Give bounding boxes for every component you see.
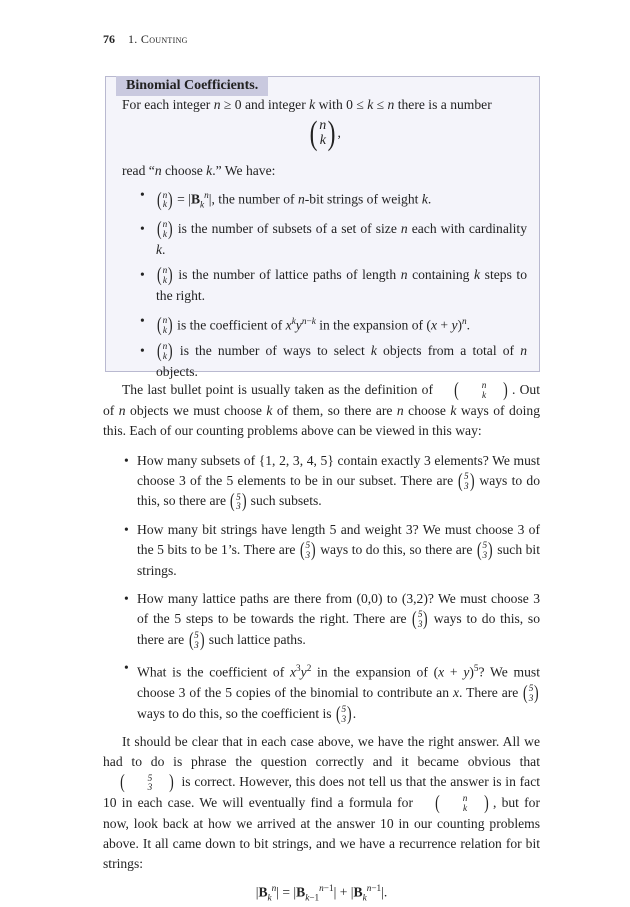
box-intro: For each integer n ≥ 0 and integer k with 0 ≤ k ≤ n there is a number (122, 97, 492, 112)
box-bullet: • ( n k ) is the number of lattice paths of length n containing k steps to the right. (122, 265, 527, 306)
definition-box (105, 76, 540, 379)
box-bullet-list (122, 185, 527, 382)
main-text (103, 380, 540, 907)
running-header (103, 32, 188, 47)
box-bullet: • ( n k ) is the number of ways to select k objects from a total of n objects. (122, 341, 527, 382)
box-body (122, 95, 527, 387)
example-item: • What is the coefficient of $x^3y^2$ in the expansion of $(x + y)^5$? We must choose 3 of the 5 copies of the binomial to contribute an x. There are ( 5 3 ) ways to do this, so the coefficient is ( 5 3 ) . (103, 658, 540, 724)
paragraph-definition: The last bullet point is usually taken as the definition of ( n k ) . Out of n objects we must choose k of them, so there are n choose k ways of doing this. Each of our counting problems above can be viewed in this way: (103, 379, 540, 438)
examples-list (103, 451, 540, 725)
box-bullet: • ( n k ) is the coefficient of $x^ky^{n-k}$ in the expansion of $(x + y)^n$. (122, 311, 527, 336)
box-read: read “n choose k.” We have: (122, 163, 276, 178)
display-binomial: ( n k ) , (309, 115, 341, 152)
box-bullet: • ( n k ) is the number of subsets of a set of size n each with cardinality k. (122, 219, 527, 260)
example-item: • How many bit strings have length 5 and weight 3? We must choose 3 of the 5 bits to be 1’s. There are ( 5 3 ) ways to do this, so there are ( 5 3 ) such bit strings. (103, 520, 540, 581)
page-number: 76 (103, 32, 115, 46)
example-item: • How many lattice paths are there from (0,0) to (3,2)? We must choose 3 of the 5 steps to be towards the right. There are ( 5 3 ) ways to do this, so there are ( 5 3 ) such lattice paths. (103, 589, 540, 650)
paragraph-recurrence: It should be clear that in each case above, we have the right answer. All we had to do is phrase the question correctly and it became obvious that ( 5 3 ) is correct. However, this does not tell us that the answer is in fact 10 in each case. We will eventually find a formula for ( n k ) , but for now, look back at how we arrived at the answer 10 in our counting problems above. It all came down to bit strings, and we have a recurrence relation for bit strings: (103, 734, 540, 871)
chapter-title: 1. Counting (128, 32, 188, 46)
recurrence-equation: $|B_k^n| = |B_{k-1}^{n-1}| + |B_k^{n-1}|$. (255, 882, 388, 903)
box-title: Binomial Coefficients. (116, 76, 268, 96)
box-bullet: • ( n k ) = $|B_k^n|$, the number of n-bit strings of weight k. (122, 185, 527, 214)
example-item: • How many subsets of {1, 2, 3, 4, 5} contain exactly 3 elements? We must choose 3 of the 5 elements to be in our subset. There are ( 5 3 ) ways to do this, so there are ( 5 3 ) such subsets. (103, 451, 540, 512)
